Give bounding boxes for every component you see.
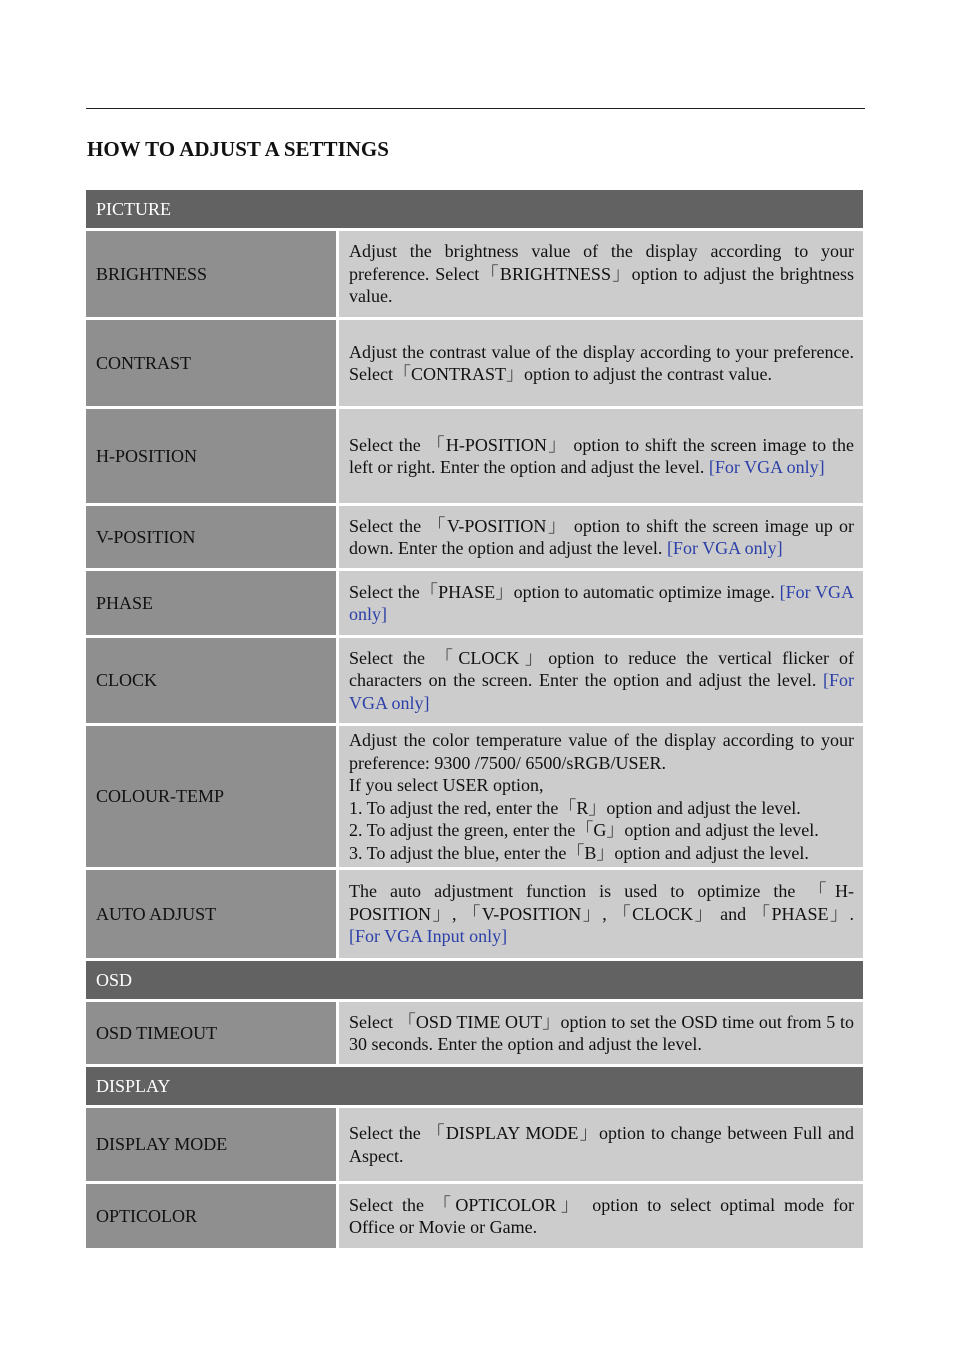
- section-header-osd: OSD: [86, 961, 863, 999]
- vga-only-note: [For VGA only]: [349, 670, 855, 713]
- top-rule: [86, 108, 865, 109]
- setting-description: [339, 638, 863, 723]
- setting-description: [339, 726, 863, 867]
- setting-description: [339, 231, 863, 317]
- vga-only-note: [For VGA only]: [666, 538, 783, 558]
- setting-description: [339, 506, 863, 568]
- setting-label: AUTO ADJUST: [86, 870, 336, 958]
- setting-label: OPTICOLOR: [86, 1184, 336, 1248]
- description-text: If you select USER option,: [349, 775, 544, 795]
- setting-description: [339, 571, 863, 635]
- settings-table: [86, 190, 863, 1251]
- description-text: Select the 「OPTICOLOR」 option to select optimal mode for Office or Movie or Game.: [349, 1194, 854, 1237]
- setting-row-auto-adjust: [86, 870, 863, 958]
- description-text: 3. To adjust the blue, enter the「B」option and adjust the level.: [349, 842, 809, 863]
- setting-label: BRIGHTNESS: [86, 231, 336, 317]
- setting-row-clock: [86, 638, 863, 723]
- setting-description: [339, 320, 863, 406]
- section-header-picture: PICTURE: [86, 190, 863, 228]
- description-text: Select the 「CLOCK」option to reduce the vertical flicker of characters on the screen. Enter the option and adjust the level. [For VGA only]: [349, 647, 855, 713]
- setting-label: PHASE: [86, 571, 336, 635]
- description-text: The auto adjustment function is used to optimize the 「H-POSITION」, 「V-POSITION」, 「CLOCK」 and 「PHASE」. [For VGA Input only]: [349, 881, 854, 947]
- description-text: Adjust the brightness value of the display according to your preference. Select「BRIGHTNESS」option to adjust the brightness value.: [349, 241, 854, 307]
- description-text: 1. To adjust the red, enter the「R」option and adjust the level.: [349, 797, 801, 818]
- setting-row-h-position: [86, 409, 863, 503]
- setting-description: [339, 1108, 863, 1181]
- setting-row-phase: [86, 571, 863, 635]
- vga-only-note: [For VGA only]: [349, 581, 854, 624]
- setting-label: DISPLAY MODE: [86, 1108, 336, 1181]
- setting-description: [339, 1002, 863, 1064]
- description-text: Adjust the color temperature value of the display according to your preference: 9300 /7500/ 6500/sRGB/USER.: [349, 730, 854, 773]
- vga-only-note: [For VGA Input only]: [349, 926, 508, 947]
- setting-description: [339, 870, 863, 958]
- page-title: HOW TO ADJUST A SETTINGS: [87, 137, 389, 161]
- description-text: Select the 「H-POSITION」 option to shift the screen image to the left or right. Enter the option and adjust the level. [For VGA only]: [349, 434, 854, 477]
- vga-only-note: [For VGA only]: [708, 457, 825, 477]
- setting-label: V-POSITION: [86, 506, 336, 568]
- description-text: Select the 「DISPLAY MODE」option to change between Full and Aspect.: [349, 1123, 854, 1166]
- description-text: Select the 「V-POSITION」 option to shift the screen image up or down. Enter the option and adjust the level. [For VGA only]: [349, 515, 854, 558]
- setting-row-v-position: [86, 506, 863, 568]
- description-text: 2. To adjust the green, enter the「G」option and adjust the level.: [349, 820, 819, 840]
- setting-row-opticolor: [86, 1184, 863, 1248]
- setting-row-contrast: [86, 320, 863, 406]
- setting-label: CONTRAST: [86, 320, 336, 406]
- description-text: Adjust the contrast value of the display according to your preference. Select「CONTRAST」option to adjust the contrast value.: [349, 341, 854, 384]
- setting-row-colour-temp: [86, 726, 863, 867]
- setting-description: [339, 409, 863, 503]
- setting-label: CLOCK: [86, 638, 336, 723]
- setting-label: H-POSITION: [86, 409, 336, 503]
- setting-row-brightness: [86, 231, 863, 317]
- section-header-display: DISPLAY: [86, 1067, 863, 1105]
- setting-row-display-mode: [86, 1108, 863, 1181]
- setting-label: COLOUR-TEMP: [86, 726, 336, 867]
- setting-label: OSD TIMEOUT: [86, 1002, 336, 1064]
- description-text: Select 「OSD TIME OUT」option to set the OSD time out from 5 to 30 seconds. Enter the option and adjust the level.: [349, 1011, 854, 1054]
- description-text: Select the「PHASE」option to automatic optimize image. [For VGA only]: [349, 581, 854, 624]
- setting-row-osd-timeout: [86, 1002, 863, 1064]
- setting-description: [339, 1184, 863, 1248]
